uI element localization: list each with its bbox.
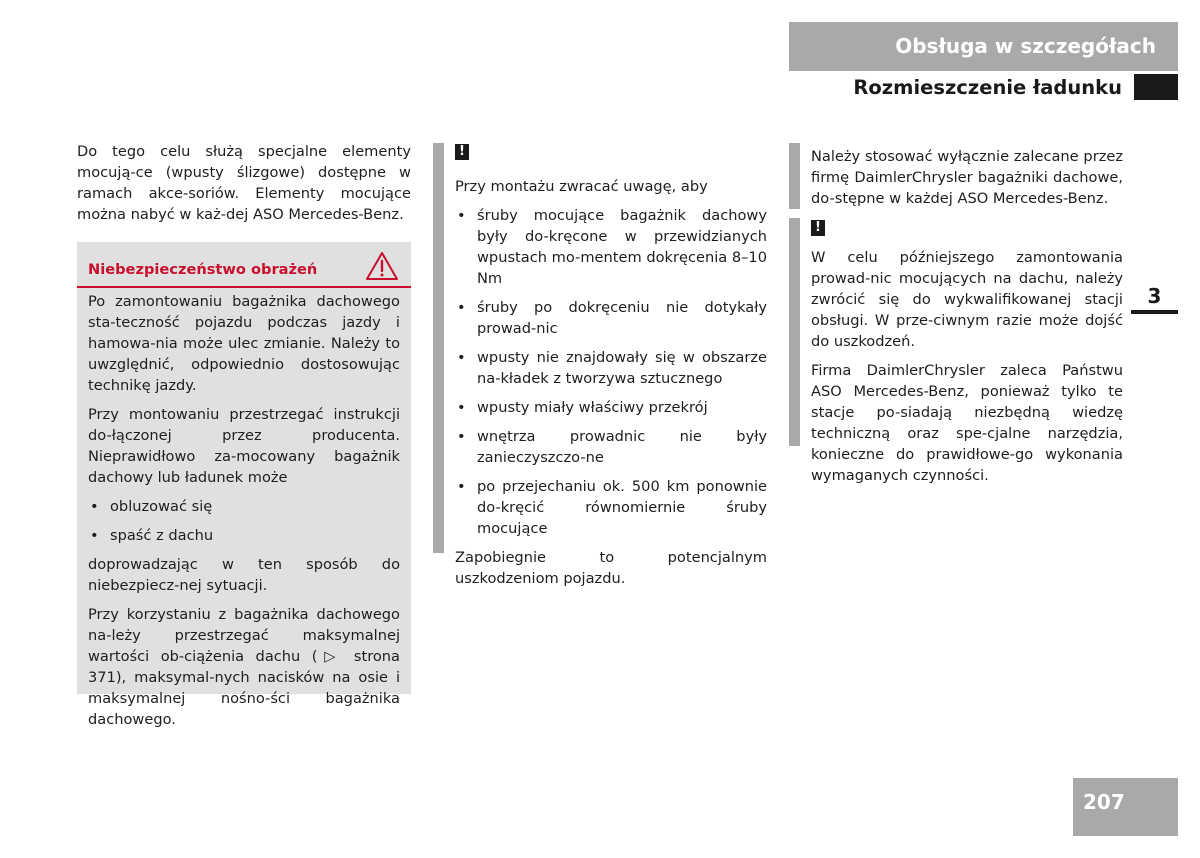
exclamation-icon: ! [455, 144, 469, 160]
warning-title: Niebezpieczeństwo obrażeń [88, 261, 318, 278]
warning-paragraph: Przy montowaniu przestrzegać instrukcji do-łączonej przez producenta. Nieprawidłowo za-mocowany bagażnik dachowy lub ładunek może [88, 406, 400, 486]
warning-divider [77, 286, 411, 288]
list-item: • po przejechaniu ok. 500 km ponownie do-kręcić równomiernie śruby mocujące [455, 476, 767, 539]
intro-paragraph: Do tego celu służą specjalne elementy mocują-ce (wpusty ślizgowe) dostępne w ramach akce-soriów. Elementy mocujące można nabyć w każ-dej ASO Mercedes-Benz. [77, 143, 411, 223]
note-paragraph: W celu późniejszego zamontowania prowad-nic mocujących na dachu, należy zwrócić się do wykwalifikowanej stacji obsługi. W prze-ciwnym razie może dojść do uszkodzeń. [811, 249, 1123, 350]
page-number-box [1073, 778, 1178, 836]
info-side-bar [789, 143, 800, 209]
chapter-tab-number: 3 [1147, 284, 1162, 308]
section-title: Obsługa w szczegółach [895, 34, 1156, 58]
header-section-band [789, 22, 1178, 71]
note-side-bar [433, 143, 444, 553]
page-number: 207 [1083, 790, 1125, 814]
note-bullet-list [455, 205, 767, 539]
warning-box [77, 242, 411, 728]
note-side-bar [789, 218, 800, 446]
warning-paragraph: Po zamontowaniu bagażnika dachowego sta-teczność pojazdu podczas jazdy i hamowa-nia może ulec zmianie. Należy to uwzględnić, odpowiednio dostosowując technikę jazdy. [88, 293, 400, 394]
warning-bullet-list [88, 496, 400, 546]
warning-triangle-icon [365, 251, 399, 281]
note-body [811, 247, 1123, 486]
note-intro: Przy montażu zwracać uwagę, aby [455, 178, 708, 195]
note-outro: Zapobiegnie to potencjalnym uszkodzeniom pojazdu. [455, 549, 767, 587]
note-body [455, 176, 767, 589]
exclamation-icon: ! [811, 220, 825, 236]
list-item: • wpusty nie znajdowały się w obszarze na-kładek z tworzywa sztucznego [455, 347, 767, 389]
list-item: • obluzować się [88, 496, 400, 517]
list-item: • wpusty miały właściwy przekrój [455, 397, 767, 418]
list-item: • śruby po dokręceniu nie dotykały prowad-nic [455, 297, 767, 339]
info-paragraph: Należy stosować wyłącznie zalecane przez firmę DaimlerChrysler bagażniki dachowe, do-stępne w każdej ASO Mercedes-Benz. [811, 148, 1123, 207]
chapter-tab-underline [1131, 310, 1178, 314]
warning-paragraph: doprowadzając w ten sposób do niebezpiecz-nej sytuacji. [88, 556, 400, 594]
warning-paragraph: Przy korzystaniu z bagażnika dachowego na-leży przestrzegać maksymalnej wartości ob-ciążenia dachu (▷ strona 371), maksymal-nych nacisków na osie i maksymalnej nośno-ści bagażnika dachowego. [88, 606, 400, 728]
header-marker-block [1134, 74, 1178, 100]
list-item: • spaść z dachu [88, 525, 400, 546]
subsection-title: Rozmieszczenie ładunku [853, 76, 1122, 99]
list-item: • śruby mocujące bagażnik dachowy były do-kręcone w przewidzianych wpustach mo-mentem dokręcenia 8–10 Nm [455, 205, 767, 289]
note-paragraph: Firma DaimlerChrysler zaleca Państwu ASO Mercedes-Benz, ponieważ tylko te stacje po-siadają niezbędną wiedzę techniczną oraz spe-cjalne narzędzia, konieczne do prawidłowe-go wykonania wymaganych czynności. [811, 362, 1123, 484]
warning-body [88, 291, 400, 730]
list-item: • wnętrza prowadnic nie były zanieczyszczo-ne [455, 426, 767, 468]
